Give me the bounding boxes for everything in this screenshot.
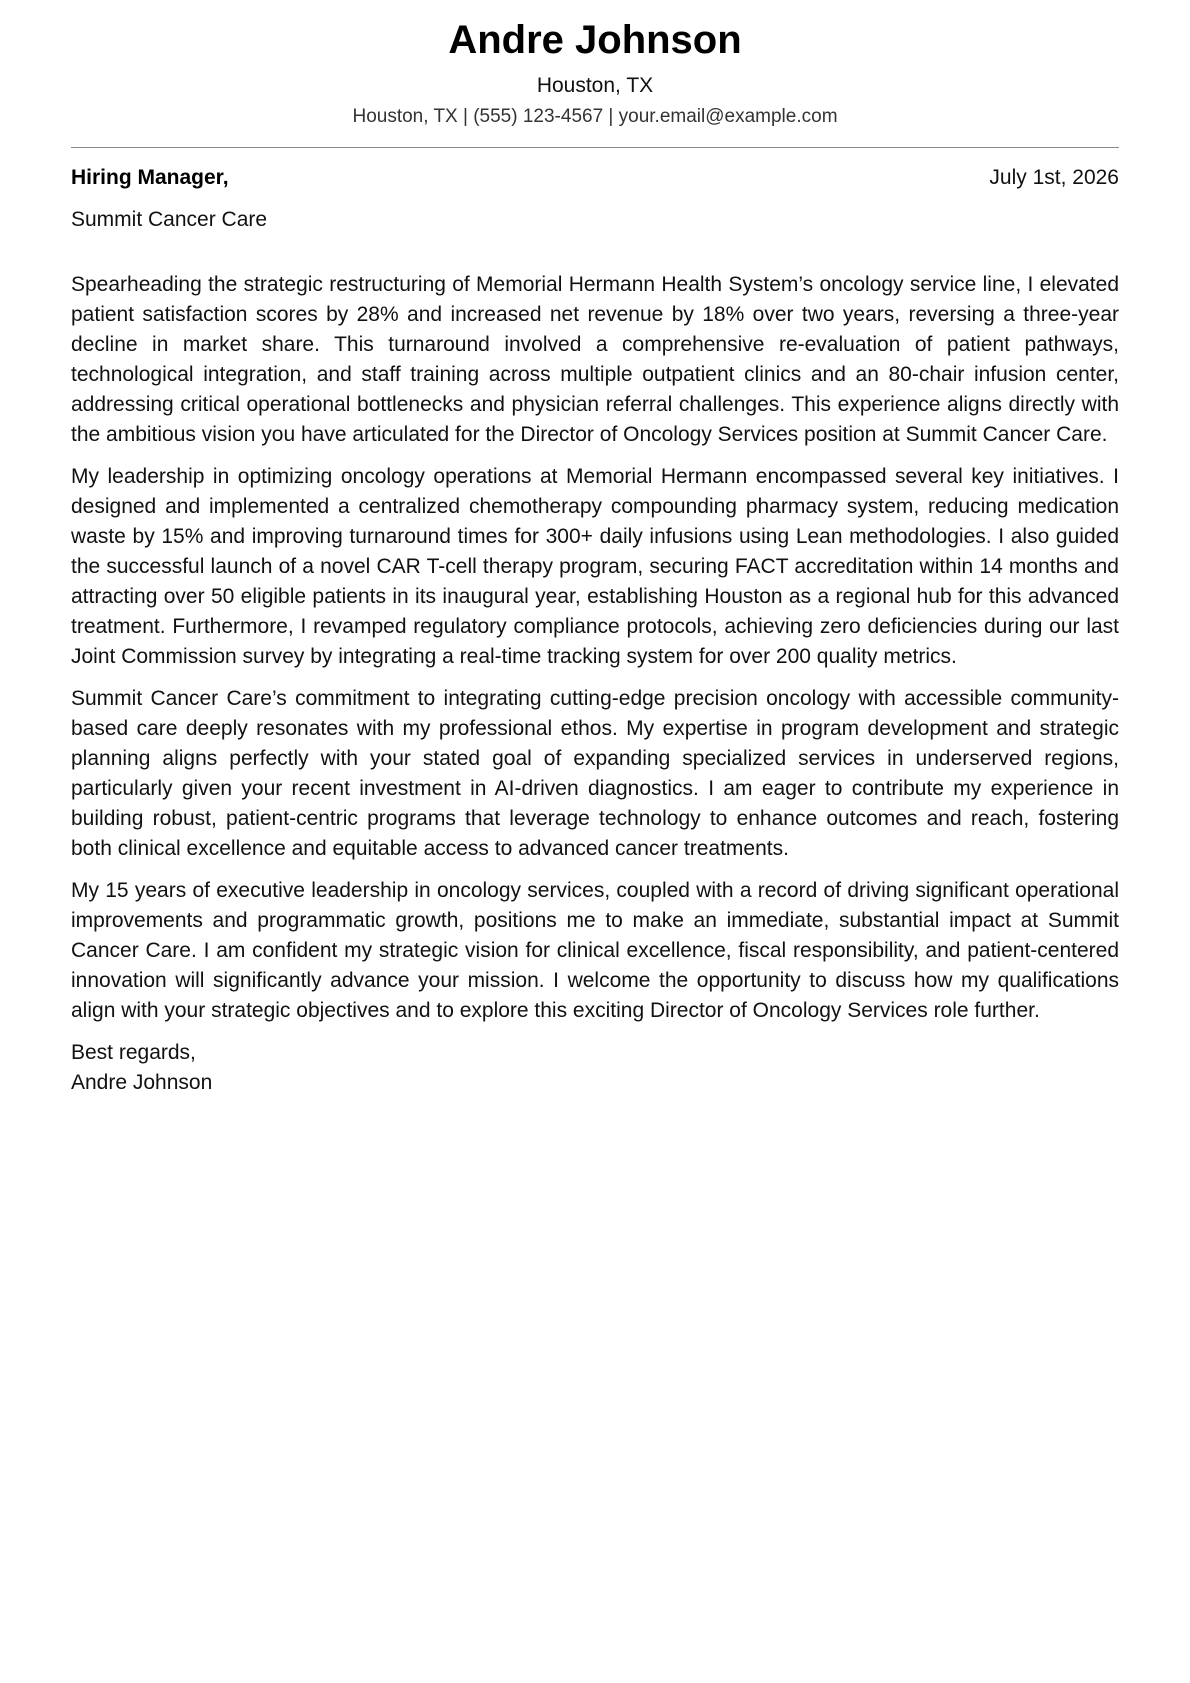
recipient-company: Summit Cancer Care (71, 208, 268, 231)
applicant-contact-line: Houston, TX | (555) 123-4567 | your.email@example.com (352, 106, 838, 127)
letter-date: July 1st, 2026 (989, 166, 1119, 189)
body-paragraph: My leadership in optimizing oncology operations at Memorial Hermann encompassed several key initiatives. I designed and implemented a centralized chemotherapy compounding pharmacy system, reducing medication waste by 15% and improving turnaround times for 300+ daily infusions using Lean methodologies. I also guided the successful launch of a novel CAR T-cell therapy program, securing FACT accreditation within 14 months and attracting over 50 eligible patients in its inaugural year, establishing Houston as a regional hub for this advanced treatment. Furthermore, I revamped regulatory compliance protocols, achieving zero deficiencies during our last Joint Commission survey by integrating a real-time tracking system for over 200 quality metrics. (71, 465, 1119, 668)
body-paragraph: Summit Cancer Care’s commitment to integrating cutting-edge precision oncology with accessible community-based care deeply resonates with my professional ethos. My expertise in program development and strategic planning aligns perfectly with your stated goal of expanding specialized services in underserved regions, particularly given your recent investment in AI-driven diagnostics. I am eager to contribute my experience in building robust, patient-centric programs that leverage technology to enhance outcomes and reach, fostering both clinical excellence and equitable access to advanced cancer treatments. (71, 687, 1119, 860)
signature-name: Andre Johnson (71, 1071, 213, 1094)
header-divider (71, 147, 1119, 148)
body-paragraph: My 15 years of executive leadership in oncology services, coupled with a record of driving significant operational improvements and programmatic growth, positions me to make an immediate, substantial impact at Summit Cancer Care. I am confident my strategic vision for clinical excellence, fiscal responsibility, and patient-centered innovation will significantly advance your mission. I welcome the opportunity to discuss how my qualifications align with your strategic objectives and to explore this exciting Director of Oncology Services role further. (71, 879, 1119, 1022)
recipient-salutation: Hiring Manager, (71, 166, 229, 189)
recipient-date-row (71, 164, 1119, 192)
applicant-name: Andre Johnson (448, 18, 742, 62)
letter-body (71, 270, 1119, 1026)
applicant-location: Houston, TX (536, 74, 654, 97)
letter-closing (71, 1038, 1119, 1098)
closing-phrase: Best regards, (71, 1041, 196, 1064)
letter-header (71, 0, 1119, 130)
body-paragraph: Spearheading the strategic restructuring of Memorial Hermann Health System’s oncology service line, I elevated patient satisfaction scores by 28% and increased net revenue by 18% over two years, reversing a three-year decline in market share. This turnaround involved a comprehensive re-evaluation of patient pathways, technological integration, and staff training across multiple outpatient clinics and an 80-chair infusion center, addressing critical operational bottlenecks and physician referral challenges. This experience aligns directly with the ambitious vision you have articulated for the Director of Oncology Services position at Summit Cancer Care. (71, 273, 1119, 446)
